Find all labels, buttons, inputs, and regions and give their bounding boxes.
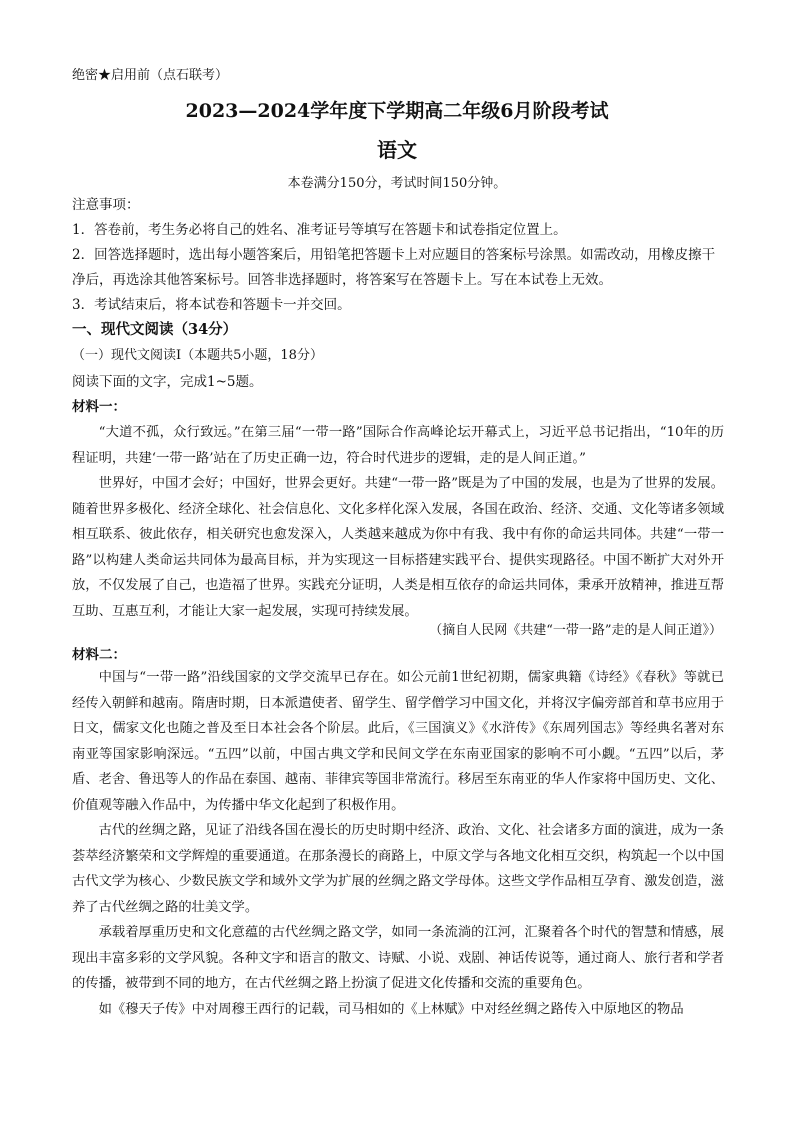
material2-text [72,665,724,1022]
material2-label: 材料二： [72,647,126,663]
confidential-note: 绝密★启用前（点石联考） [72,68,229,83]
section-heading: 一、现代文阅读（34分） [72,321,238,338]
material1-label: 材料一： [72,399,126,415]
paragraph: 承载着厚重历史和文化意蕴的古代丝绸之路文学，如同一条流淌的江河，汇聚着各个时代的智慧和情感，展现出丰富多彩的文学风貌。各种文字和语言的散文、诗赋、小说、戏剧、神话传说等，通过商人、旅行者和学者的传播，被带到不同的地方，在古代丝绸之路上扮演了促进文化传播和交流的重要角色。 [72,925,724,991]
notice-item: 3．考试结束后，将本试卷和答题卡一并交回。 [72,297,351,313]
paragraph: 如《穆天子传》中对周穆王西行的记载，司马相如的《上林赋》中对经丝绸之路传入中原地区的物品 [98,1001,684,1017]
subject-title: 语文 [377,138,417,162]
reading-instruction: 阅读下面的文字，完成1~5题。 [72,374,263,390]
notice-item: 2．回答选择题时，选出每小题答案后，用铅笔把答题卡上对应题目的答案标号涂黑。如需改动，用橡皮擦干净后，再选涂其他答案标号。回答非选择题时，将答案写在答题卡上。写在本试卷上无效。 [72,247,716,288]
material1-source: （摘自人民网《共建“一带一路”走的是人间正道》） [429,623,722,638]
notice-list [72,218,724,318]
notice-heading: 注意事项： [72,197,140,213]
paragraph: 世界好，中国才会好；中国好，世界会更好。共建“一带一路”既是为了中国的发展，也是为了世界的发展。随着世界多极化、经济全球化、社会信息化、文化多样化深入发展，各国在政治、经济、交通、文化等诸多领域相互联系、彼此依存，相关研究也愈发深入，人类越来越成为你中有我、我中有你的命运共同体。共建“一带一路”以构建人类命运共同体为最高目标，并为实现这一目标搭建实践平台、提供实现路径。中国不断扩大对外开放，不仅发展了自己，也造福了世界。实践充分证明，人类是相互依存的命运共同体，秉承开放精神，推进互帮互助、互惠互利，才能让大家一起发展，实现可持续发展。 [72,476,724,619]
notice-item: 1．答卷前，考生务必将自己的姓名、准考证号等填写在答题卡和试卷指定位置上。 [72,222,567,238]
paragraph: “大道不孤，众行致远。”在第三届“一带一路”国际合作高峰论坛开幕式上，习近平总书记指出，“10年的历程证明，共建‘一带一路’站在了历史正确一边，符合时代进步的逻辑，走的是人间正道。” [72,425,724,466]
subsection-heading: （一）现代文阅读Ⅰ（本题共5小题，18分） [72,348,323,363]
paragraph: 古代的丝绸之路，见证了沿线各国在漫长的历史时期中经济、政治、文化、社会诸多方面的演进，成为一条荟萃经济繁荣和文学辉煌的重要通道。在那条漫长的商路上，中原文学与各地文化相互交织，构筑起一个以中国古代文学为核心、少数民族文学和域外文学为扩展的丝绸之路文学母体。这些文学作品相互孕育、激发创造，滋养了古代丝绸之路的壮美文学。 [72,823,724,915]
material1-text [72,420,724,624]
exam-info: 本卷满分150分，考试时间150分钟。 [287,176,507,191]
paragraph: 中国与“一带一路”沿线国家的文学交流早已存在。如公元前1世纪初期，儒家典籍《诗经》《春秋》等就已经传入朝鲜和越南。隋唐时期，日本派遣使者、留学生、留学僧学习中国文化，并将汉字偏旁部首和草书应用于日文，儒家文化也随之普及至日本社会各个阶层。此后，《三国演义》《水浒传》《东周列国志》等经典名著对东南亚等国家影响深远。“五四”以前，中国古典文学和民间文学在东南亚国家的影响不可小觑。“五四”以后，茅盾、老舍、鲁迅等人的作品在泰国、越南、菲律宾等国非常流行。移居至东南亚的华人作家将中国历史、文化、价值观等融入作品中，为传播中华文化起到了积极作用。 [72,670,724,813]
exam-title: 2023—2024学年度下学期高二年级6月阶段考试 [185,100,609,122]
